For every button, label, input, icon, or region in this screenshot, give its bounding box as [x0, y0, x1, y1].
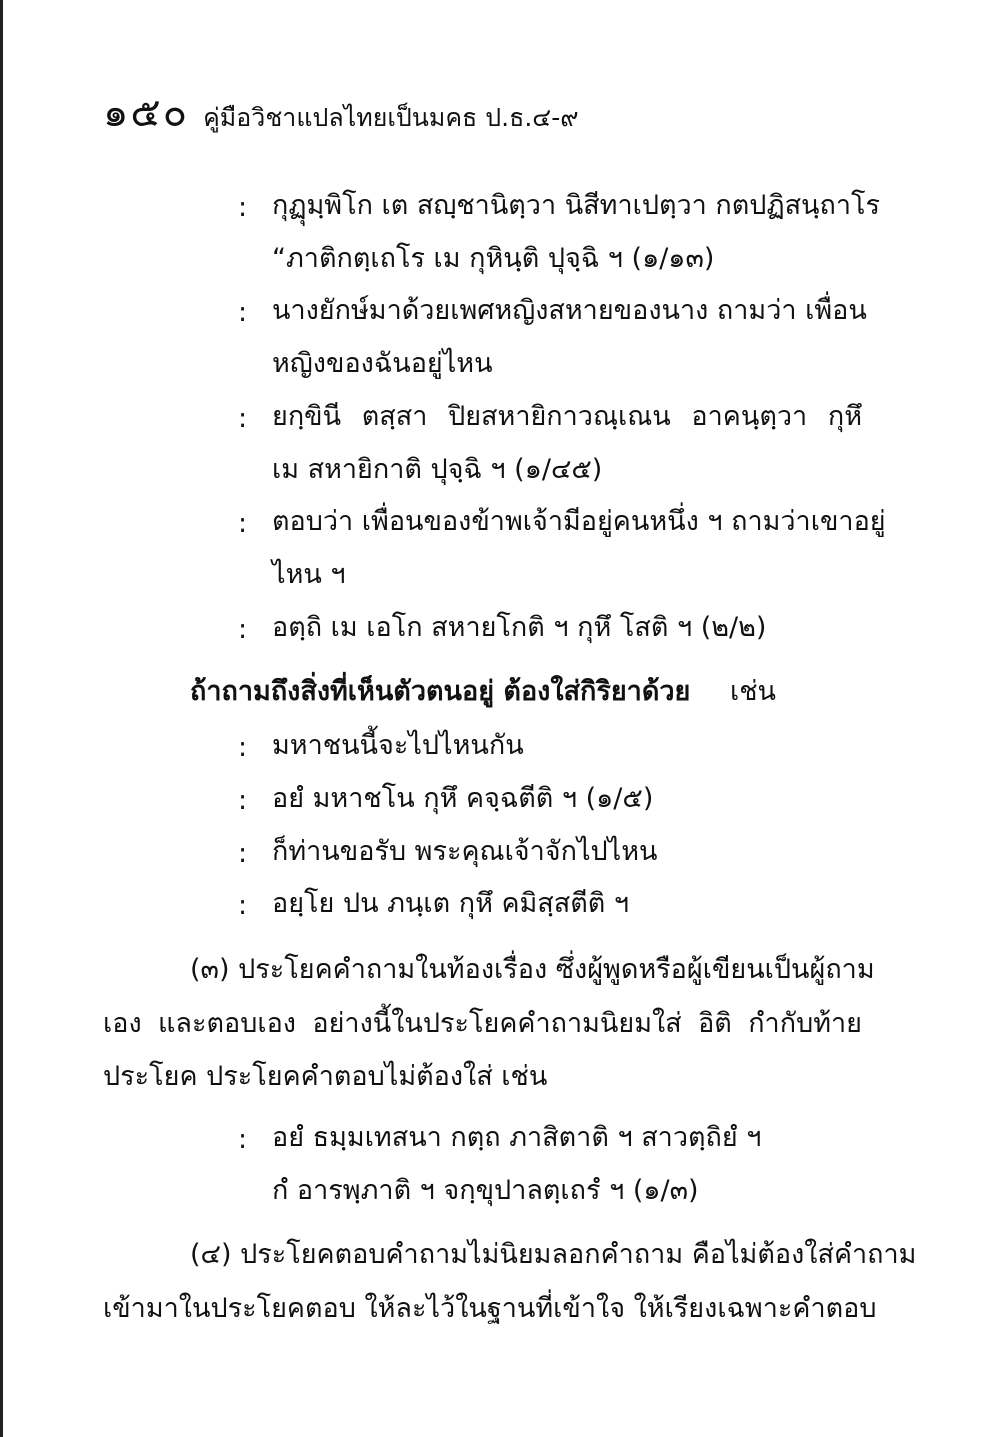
entry-colon: : [238, 838, 248, 869]
entry-line: กุฏุมฺพิโก เต สญฺชานิตฺวา นิสีทาเปตฺวา กตปฏิสนฺถาโร [272, 190, 881, 221]
entry-colon: : [238, 297, 248, 328]
entry-line: อยฺโย ปน ภนฺเต กุหึ คมิสฺสตีติ ฯ [272, 888, 630, 919]
entry-colon: : [238, 403, 248, 434]
entry-colon: : [238, 614, 248, 645]
page-border [0, 0, 3, 1437]
entry-colon: : [238, 890, 248, 921]
paragraph-line: เข้ามาในประโยคตอบ ให้ละไว้ในฐานที่เข้าใจ ให้เรียงเฉพาะคำตอบ [103, 1293, 877, 1324]
entry-colon: : [238, 732, 248, 763]
entry-line: ไหน ฯ [272, 559, 346, 590]
entry-line: นางยักษ์มาด้วยเพศหญิงสหายของนาง ถามว่า เพื่อน [272, 295, 867, 326]
paragraph-line: ประโยค ประโยคคำตอบไม่ต้องใส่ เช่น [103, 1061, 548, 1092]
entry-colon: : [238, 1124, 248, 1155]
page-header [103, 80, 579, 144]
paragraph-line: เอง และตอบเอง อย่างนี้ในประโยคคำถามนิยมใส่ อิติ กำกับท้าย [103, 1008, 862, 1039]
entry-colon: : [238, 192, 248, 223]
entry-colon: : [238, 785, 248, 816]
section-heading: ถ้าถามถึงสิ่งที่เห็นตัวตนอยู่ ต้องใส่กิริยาด้วย [190, 676, 691, 707]
entry-line: ยกฺขินี ตสฺสา ปิยสหายิกาวณฺเณน อาคนฺตฺวา กุหึ [272, 401, 862, 432]
book-title: คู่มือวิชาแปลไทยเป็นมคธ ป.ธ.๔-๙ [203, 103, 579, 132]
entry-line: ตอบว่า เพื่อนของข้าพเจ้ามีอยู่คนหนึ่ง ฯ ถามว่าเขาอยู่ [272, 506, 886, 537]
section-heading-suffix: เช่น [730, 676, 777, 707]
entry-line: หญิงของฉันอยู่ไหน [272, 348, 493, 379]
entry-line: อยํ ธมฺมเทสนา กตฺถ ภาสิตาติ ฯ สาวตฺถิยํ ฯ [272, 1122, 762, 1153]
page-number: ๑๕๐ [103, 90, 190, 136]
paragraph-line: (๓) ประโยคคำถามในท้องเรื่อง ซึ่งผู้พูดหรือผู้เขียนเป็นผู้ถาม [190, 954, 875, 985]
entry-line: อยํ มหาชโน กุหึ คจฺฉตีติ ฯ (๑/๕) [272, 783, 654, 814]
paragraph-line: (๔) ประโยคตอบคำถามไม่นิยมลอกคำถาม คือไม่ต้องใส่คำถาม [190, 1239, 917, 1270]
entry-line: “ภาติกตฺเถโร เม กุหินฺติ ปุจฺฉิ ฯ (๑/๑๓) [272, 243, 715, 274]
entry-line: มหาชนนี้จะไปไหนกัน [272, 730, 524, 761]
entry-colon: : [238, 508, 248, 539]
entry-line: อตฺถิ เม เอโก สหายโกติ ฯ กุหึ โสติ ฯ (๒/๒) [272, 612, 767, 643]
entry-line: ก็ท่านขอรับ พระคุณเจ้าจักไปไหน [272, 836, 658, 867]
entry-line: กํ อารพฺภาติ ฯ จกฺขุปาลตฺเถรํ ฯ (๑/๓) [272, 1175, 699, 1206]
entry-line: เม สหายิกาติ ปุจฺฉิ ฯ (๑/๔๕) [272, 454, 603, 485]
